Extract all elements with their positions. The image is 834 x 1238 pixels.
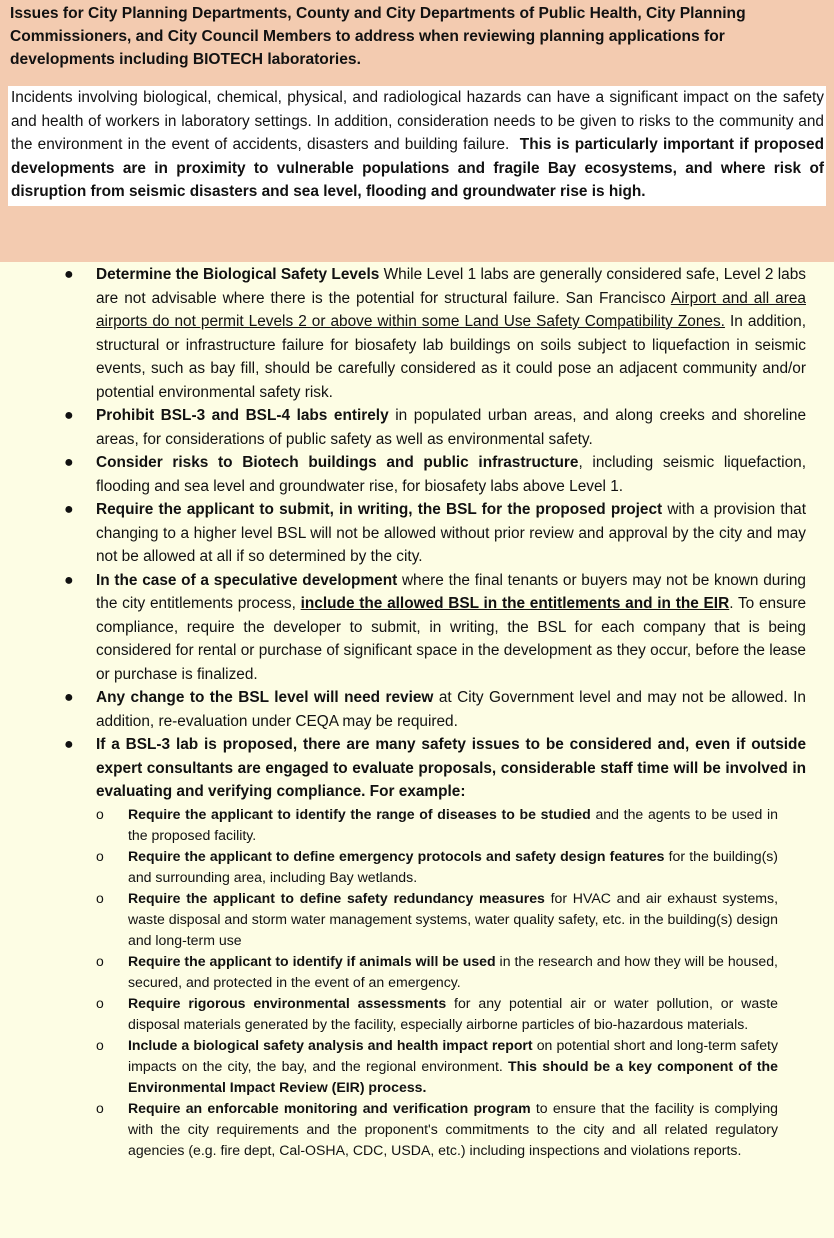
- item-text: at City Government level and may not be allowed. In addition, re-evaluation under CEQA may be required.: [96, 689, 806, 730]
- item-text: . To ensure compliance, require the developer to submit, in writing, the BSL for each company that is being considered for rental or purchase of significant space in the development as they occur, before the lease or purchase is finalized.: [96, 595, 807, 683]
- sub-item-text: to ensure that the facility is complying with the city requirements and the proponent's commitments to the city and all related regulatory agencies (e.g. fire dept, Cal-OSHA, CDC, USDA, etc.) including inspections and violations reports.: [128, 1099, 778, 1158]
- bullet-icon: ●: [64, 266, 74, 283]
- sub-list-item: [0, 846, 806, 888]
- sub-list-item: [0, 1098, 806, 1161]
- item-text: in populated urban areas, and along creeks and shoreline areas, for considerations of public safety as well as environmental safety.: [96, 407, 807, 448]
- list-item: [0, 686, 834, 733]
- sub-item-lead: Require the applicant to identify if animals will be used: [128, 952, 496, 969]
- item-text: , including seismic liquefaction, flooding and sea level and groundwater rise, for biosafety labs above Level 1.: [96, 454, 806, 495]
- sub-item-text: on potential short and long-term safety impacts on the city, the bay, and the regional environment.: [128, 1036, 779, 1074]
- bullet-icon: ●: [64, 736, 74, 753]
- list-item: [0, 263, 834, 404]
- list-item: [0, 404, 834, 451]
- list-item: [0, 498, 834, 569]
- circle-bullet-icon: o: [96, 952, 104, 969]
- sub-list-item: [0, 993, 806, 1035]
- item-lead: Prohibit BSL-3 and BSL-4 labs entirely: [96, 407, 389, 424]
- recommendations-panel: [0, 262, 834, 1238]
- document-title: Issues for City Planning Departments, County and City Departments of Public Health, City Planning Commissioners, and City Council Members to address when reviewing planning applications for developments including BIOTECH laboratories.: [10, 5, 746, 68]
- sub-item-text: and the agents to be used in the proposed facility.: [128, 805, 778, 843]
- intro-text: Incidents involving biological, chemical, physical, and radiological hazards can have a significant impact on the safety and health of workers in laboratory settings. In addition, consideration needs to be given to risks to the community and the environment in the event of accidents, disasters and building failure.: [11, 89, 824, 153]
- sub-item-text: for any potential air or water pollution, or waste disposal materials generated by the facility, especially airborne particles of bio-hazardous materials.: [128, 994, 778, 1032]
- recommendation-list: [0, 263, 834, 1161]
- circle-bullet-icon: o: [96, 847, 104, 864]
- bullet-icon: ●: [64, 571, 74, 589]
- intro-paragraph: [8, 86, 826, 206]
- bullet-icon: ●: [64, 454, 74, 471]
- sub-item-text: for HVAC and air exhaust systems, waste disposal and storm water management systems, water quality safety, etc. in the building(s) design and long-term use: [128, 889, 778, 948]
- sub-item-lead: Require an enforcable monitoring and verification program: [128, 1099, 531, 1116]
- sub-list-item: [0, 804, 806, 846]
- sub-item-lead: Require the applicant to define safety redundancy measures: [128, 889, 545, 906]
- sub-item-lead: Require the applicant to identify the range of diseases to be studied: [128, 805, 591, 822]
- bullet-icon: ●: [64, 407, 74, 424]
- list-item: [0, 733, 834, 1161]
- sub-list-item: [0, 888, 806, 951]
- item-text: with a provision that changing to a higher level BSL will not be allowed without prior review and approval by the city and may not be allowed at all if so determined by the city.: [96, 501, 806, 565]
- bullet-icon: ●: [64, 501, 74, 518]
- item-lead: If a BSL-3 lab is proposed, there are many safety issues to be considered and, even if outside expert consultants are engaged to evaluate proposals, considerable staff time will be involved in evaluating and verifying compliance. For example:: [96, 736, 806, 800]
- item-lead: In the case of a speculative development: [96, 571, 398, 589]
- circle-bullet-icon: o: [96, 994, 104, 1011]
- sub-item-emphasis: This should be a key component of the Environmental Impact Review (EIR) process.: [128, 1057, 779, 1095]
- item-lead: Consider risks to Biotech buildings and public infrastructure: [96, 454, 579, 471]
- circle-bullet-icon: o: [96, 889, 104, 906]
- circle-bullet-icon: o: [96, 805, 104, 822]
- item-lead: Require the applicant to submit, in writing, the BSL for the proposed project: [96, 501, 663, 518]
- intro-emphasis: This is particularly important if proposed developments are in proximity to vulnerable populations and fragile Bay ecosystems, and where risk of disruption from seismic disasters and sea level, flooding and groundwater rise is high.: [11, 136, 824, 200]
- sub-list-item: [0, 1035, 806, 1098]
- entitlements-emphasis: include the allowed BSL in the entitlements and in the EIR: [300, 595, 730, 612]
- item-text: where the final tenants or buyers may not be known during the city entitlements process,: [96, 571, 806, 612]
- sub-item-lead: Require rigorous environmental assessments: [128, 994, 447, 1011]
- sub-item-lead: Require the applicant to define emergency protocols and safety design features: [128, 847, 665, 864]
- bullet-icon: ●: [64, 689, 74, 706]
- bsl3-sublist: [96, 804, 806, 1161]
- sub-list-item: [0, 951, 806, 993]
- item-text: In addition, structural or infrastructure failure for biosafety lab buildings on soils subject to liquefaction in seismic events, such as bay fill, should be carefully considered as it could pose an adjacent community and/or potential environmental safety risk.: [96, 313, 807, 401]
- airport-zones-link[interactable]: Airport and all area airports do not permit Levels 2 or above within some Land Use Safety Compatibility Zones.: [96, 289, 806, 330]
- sub-item-text: for the building(s) and surrounding area, including Bay wetlands.: [128, 847, 778, 885]
- header-panel: [0, 0, 834, 262]
- list-item: [0, 451, 834, 498]
- circle-bullet-icon: o: [96, 1036, 104, 1053]
- item-lead: Any change to the BSL level will need review: [96, 689, 434, 706]
- sub-item-lead: Include a biological safety analysis and health impact report: [128, 1036, 533, 1053]
- circle-bullet-icon: o: [96, 1099, 104, 1116]
- list-item: [0, 569, 834, 687]
- sub-item-text: in the research and how they will be housed, secured, and protected in the event of an emergency.: [128, 952, 778, 990]
- item-text: While Level 1 labs are generally considered safe, Level 2 labs are not advisable where there is the potential for structural failure. San Francisco: [96, 266, 806, 307]
- item-lead: Determine the Biological Safety Levels: [96, 266, 380, 283]
